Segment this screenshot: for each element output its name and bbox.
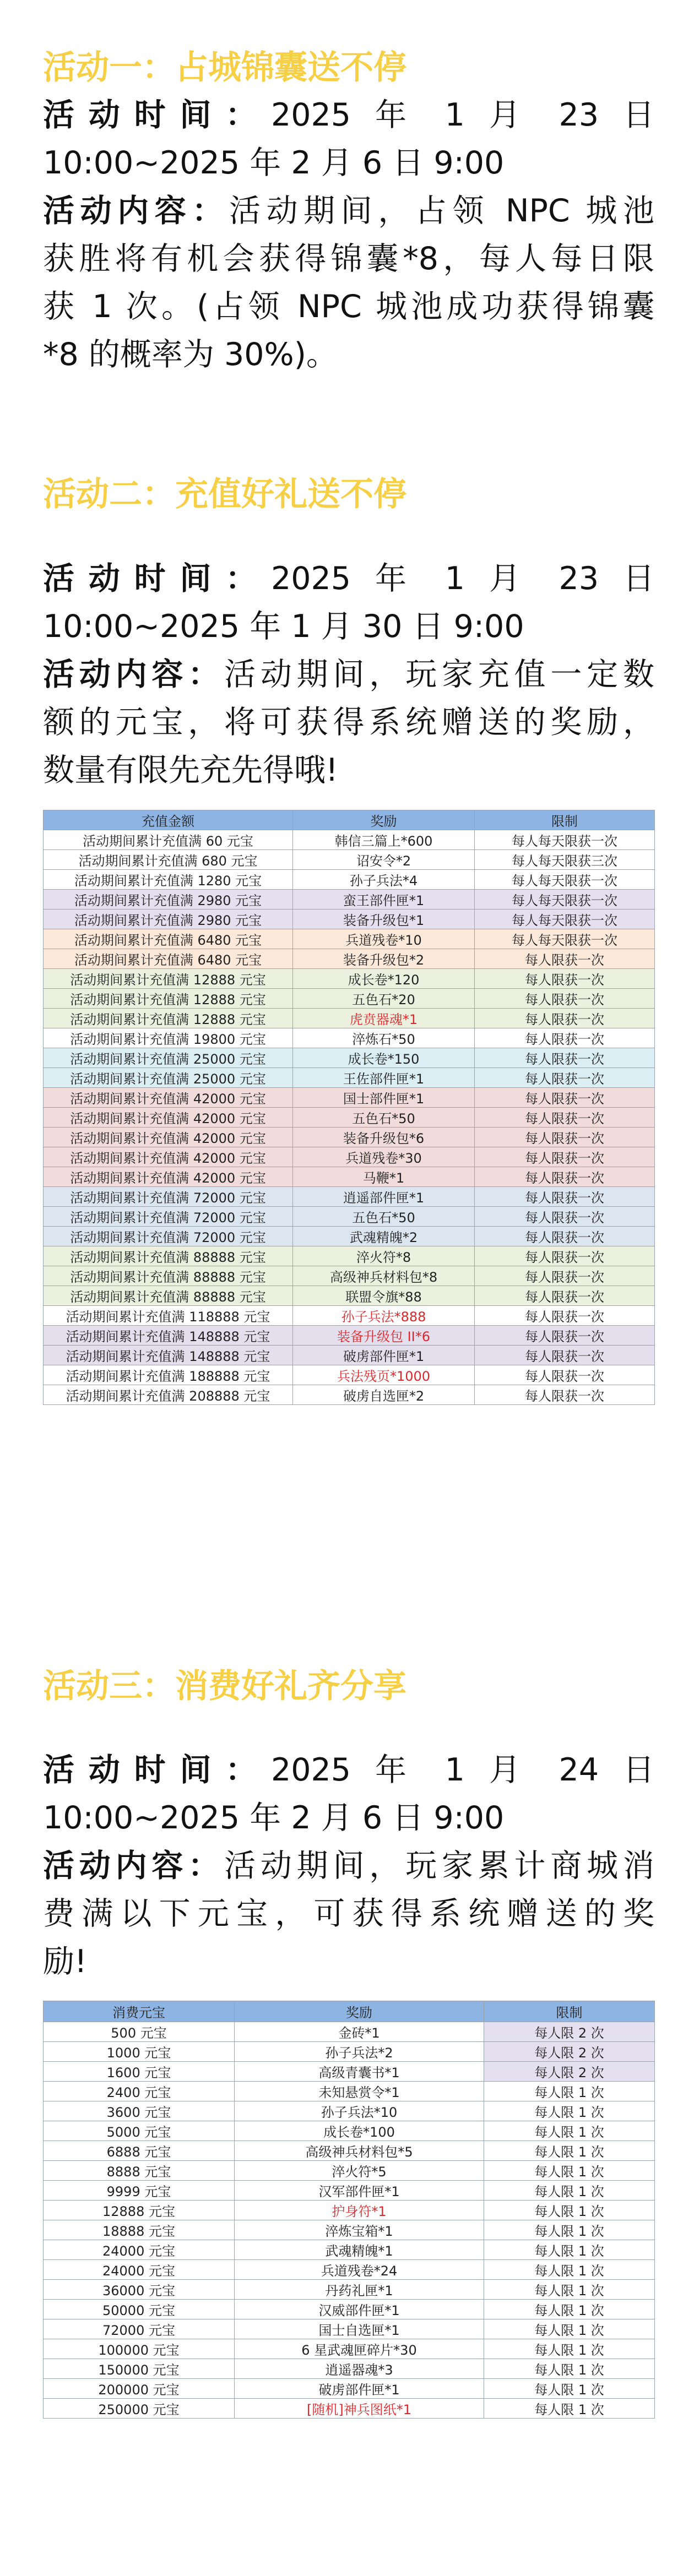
activity2-time-line2: 10:00~2025 年 1 月 30 日 9:00 <box>43 608 524 645</box>
limit-cell: 每人每天限获三次 <box>475 850 655 870</box>
amount-cell: 活动期间累计充值满 42000 元宝 <box>44 1167 293 1187</box>
amount-cell: 活动期间累计充值满 6480 元宝 <box>44 949 293 969</box>
reward-cell: 逍遥部件匣*1 <box>293 1187 475 1207</box>
reward-cell: 破虏自选匣*2 <box>293 1385 475 1405</box>
time-label: 活动时间： <box>43 560 271 597</box>
table-row <box>44 1108 655 1128</box>
reward-cell: 韩信三篇上*600 <box>293 830 475 850</box>
amount-cell: 活动期间累计充值满 6480 元宝 <box>44 929 293 949</box>
time-label: 活动时间： <box>43 1752 271 1788</box>
content-label: 活动内容： <box>43 193 229 229</box>
limit-cell: 每人限 1 次 <box>484 2201 655 2220</box>
table-row <box>44 870 655 890</box>
table-row <box>44 1187 655 1207</box>
content-value: 活动期间，玩家累计商城消 <box>224 1848 654 1884</box>
table-row <box>44 2101 655 2121</box>
table-row <box>44 1266 655 1286</box>
table-row <box>44 2181 655 2201</box>
activity2-content-line1 <box>43 651 654 699</box>
amount-cell: 活动期间累计充值满 42000 元宝 <box>44 1128 293 1147</box>
amount-cell: 活动期间累计充值满 88888 元宝 <box>44 1246 293 1266</box>
amount-cell: 1000 元宝 <box>44 2042 235 2062</box>
limit-cell: 每人限 1 次 <box>484 2379 655 2399</box>
limit-cell: 每人限获一次 <box>475 1306 655 1326</box>
table-row <box>44 1326 655 1346</box>
table-row <box>44 1227 655 1246</box>
reward-cell: 破虏部件匣*1 <box>293 1346 475 1365</box>
reward-cell: 蛮王部件匣*1 <box>293 890 475 910</box>
reward-cell: 6 星武魂匣碎片*30 <box>235 2339 484 2359</box>
amount-cell: 活动期间累计充值满 118888 元宝 <box>44 1306 293 1326</box>
table-row <box>44 1385 655 1405</box>
reward-cell: 王佐部件匣*1 <box>293 1068 475 1088</box>
amount-cell: 50000 元宝 <box>44 2300 235 2319</box>
table-row <box>44 2240 655 2260</box>
activity2-content-line2: 额的元宝，将可获得系统赠送的奖励， <box>43 704 654 740</box>
amount-cell: 活动期间累计充值满 1280 元宝 <box>44 870 293 890</box>
reward-cell: 孙子兵法*2 <box>235 2042 484 2062</box>
time-value: 2025 年 1 月 23 日 <box>270 560 655 597</box>
limit-cell: 每人限 1 次 <box>484 2181 655 2201</box>
amount-cell: 活动期间累计充值满 12888 元宝 <box>44 1009 293 1028</box>
table-row <box>44 2339 655 2359</box>
table-row <box>44 850 655 870</box>
amount-cell: 活动期间累计充值满 88888 元宝 <box>44 1286 293 1306</box>
table-row <box>44 2121 655 2141</box>
table-row <box>44 1048 655 1068</box>
amount-cell: 活动期间累计充值满 12888 元宝 <box>44 969 293 989</box>
limit-cell: 每人限 2 次 <box>484 2062 655 2082</box>
table-row <box>44 2082 655 2101</box>
amount-cell: 活动期间累计充值满 72000 元宝 <box>44 1207 293 1227</box>
table-row <box>44 1246 655 1266</box>
reward-cell: 孙子兵法*4 <box>293 870 475 890</box>
limit-cell: 每人每天限获一次 <box>475 830 655 850</box>
table-row <box>44 929 655 949</box>
activity3-content-line3: 励! <box>43 1943 87 1980</box>
limit-cell: 每人限获一次 <box>475 1088 655 1108</box>
limit-cell: 每人限获一次 <box>475 1365 655 1385</box>
time-value: 2025 年 1 月 24 日 <box>270 1752 655 1788</box>
table-row <box>44 2399 655 2419</box>
amount-cell: 24000 元宝 <box>44 2240 235 2260</box>
amount-cell: 活动期间累计充值满 72000 元宝 <box>44 1227 293 1246</box>
content-value: 活动期间，玩家充值一定数 <box>224 656 654 693</box>
reward-cell: 孙子兵法*888 <box>293 1306 475 1326</box>
content-label: 活动内容： <box>43 656 225 693</box>
amount-cell: 500 元宝 <box>44 2022 235 2042</box>
reward-cell: 武魂精魄*1 <box>235 2240 484 2260</box>
limit-cell: 每人限获一次 <box>475 1326 655 1346</box>
table-row <box>44 2379 655 2399</box>
amount-cell: 活动期间累计充值满 680 元宝 <box>44 850 293 870</box>
table-row <box>44 1286 655 1306</box>
header-reward: 奖励 <box>235 2001 484 2022</box>
table-row <box>44 2161 655 2181</box>
activity1-content-line1 <box>43 187 654 235</box>
limit-cell: 每人限 1 次 <box>484 2161 655 2181</box>
limit-cell: 每人每天限获一次 <box>475 870 655 890</box>
limit-cell: 每人限获一次 <box>475 1266 655 1286</box>
activity3-content-line1 <box>43 1842 654 1890</box>
table-row <box>44 1128 655 1147</box>
amount-cell: 200000 元宝 <box>44 2379 235 2399</box>
header-reward: 奖励 <box>293 810 475 830</box>
activity3-time-line2: 10:00~2025 年 2 月 6 日 9:00 <box>43 1800 505 1836</box>
limit-cell: 每人限获一次 <box>475 1207 655 1227</box>
table-row <box>44 910 655 929</box>
reward-cell: [随机]神兵图纸*1 <box>235 2399 484 2419</box>
reward-cell: 孙子兵法*10 <box>235 2101 484 2121</box>
reward-cell: 逍遥器魂*3 <box>235 2359 484 2379</box>
activity3-content-line2: 费满以下元宝，可获得系统赠送的奖 <box>43 1896 654 1932</box>
amount-cell: 活动期间累计充值满 2980 元宝 <box>44 890 293 910</box>
reward-cell: 淬炼宝箱*1 <box>235 2220 484 2240</box>
amount-cell: 2400 元宝 <box>44 2082 235 2101</box>
header-limit: 限制 <box>484 2001 655 2022</box>
limit-cell: 每人限 1 次 <box>484 2280 655 2300</box>
table-row <box>44 2201 655 2220</box>
content-value: 活动期间，占领 NPC 城池 <box>229 193 654 229</box>
amount-cell: 36000 元宝 <box>44 2280 235 2300</box>
reward-cell: 装备升级包*1 <box>293 910 475 929</box>
amount-cell: 活动期间累计充值满 12888 元宝 <box>44 989 293 1009</box>
limit-cell: 每人限获一次 <box>475 1167 655 1187</box>
activity1-content-line3: 获 1 次。(占领 NPC 城池成功获得锦囊 <box>43 288 654 325</box>
reward-cell: 高级青囊书*1 <box>235 2062 484 2082</box>
reward-cell: 汉军部件匣*1 <box>235 2181 484 2201</box>
limit-cell: 每人限 2 次 <box>484 2042 655 2062</box>
table-row <box>44 2280 655 2300</box>
table-row <box>44 2042 655 2062</box>
activity2-title: 活动二：充值好礼送不停 <box>43 475 406 514</box>
amount-cell: 活动期间累计充值满 148888 元宝 <box>44 1346 293 1365</box>
time-label: 活动时间： <box>43 97 271 133</box>
limit-cell: 每人限获一次 <box>475 1028 655 1048</box>
table-row <box>44 2300 655 2319</box>
limit-cell: 每人限获一次 <box>475 1246 655 1266</box>
activity1-content-line4: *8 的概率为 30%)。 <box>43 336 338 373</box>
limit-cell: 每人限 1 次 <box>484 2121 655 2141</box>
amount-cell: 活动期间累计充值满 148888 元宝 <box>44 1326 293 1346</box>
table-row <box>44 1167 655 1187</box>
reward-cell: 装备升级包*6 <box>293 1128 475 1147</box>
header-limit: 限制 <box>475 810 655 830</box>
amount-cell: 6888 元宝 <box>44 2141 235 2161</box>
amount-cell: 活动期间累计充值满 25000 元宝 <box>44 1048 293 1068</box>
limit-cell: 每人限 1 次 <box>484 2319 655 2339</box>
reward-cell: 诏安令*2 <box>293 850 475 870</box>
table-row <box>44 830 655 850</box>
amount-cell: 活动期间累计充值满 42000 元宝 <box>44 1108 293 1128</box>
time-value: 2025 年 1 月 23 日 <box>270 97 655 133</box>
limit-cell: 每人限获一次 <box>475 1068 655 1088</box>
limit-cell: 每人限 1 次 <box>484 2399 655 2419</box>
reward-cell: 联盟令旗*88 <box>293 1286 475 1306</box>
limit-cell: 每人限获一次 <box>475 989 655 1009</box>
spend-reward-table <box>43 2001 655 2419</box>
amount-cell: 活动期间累计充值满 42000 元宝 <box>44 1147 293 1167</box>
reward-cell: 汉威部件匣*1 <box>235 2300 484 2319</box>
amount-cell: 12888 元宝 <box>44 2201 235 2220</box>
limit-cell: 每人限获一次 <box>475 1108 655 1128</box>
amount-cell: 活动期间累计充值满 188888 元宝 <box>44 1365 293 1385</box>
activity1-time-line2: 10:00~2025 年 2 月 6 日 9:00 <box>43 145 505 181</box>
table-row <box>44 1306 655 1326</box>
amount-cell: 100000 元宝 <box>44 2339 235 2359</box>
limit-cell: 每人限 1 次 <box>484 2260 655 2280</box>
limit-cell: 每人限 1 次 <box>484 2220 655 2240</box>
activity1-time-line1 <box>43 91 654 139</box>
amount-cell: 8888 元宝 <box>44 2161 235 2181</box>
activity2-time-line1 <box>43 555 654 603</box>
activity3-title: 活动三：消费好礼齐分享 <box>43 1667 406 1706</box>
table-row <box>44 2220 655 2240</box>
amount-cell: 18888 元宝 <box>44 2220 235 2240</box>
reward-cell: 武魂精魄*2 <box>293 1227 475 1246</box>
reward-cell: 淬炼石*50 <box>293 1028 475 1048</box>
amount-cell: 150000 元宝 <box>44 2359 235 2379</box>
limit-cell: 每人限 1 次 <box>484 2339 655 2359</box>
reward-cell: 淬火符*8 <box>293 1246 475 1266</box>
limit-cell: 每人限 1 次 <box>484 2359 655 2379</box>
reward-cell: 马鞭*1 <box>293 1167 475 1187</box>
amount-cell: 活动期间累计充值满 60 元宝 <box>44 830 293 850</box>
table-row <box>44 1009 655 1028</box>
amount-cell: 活动期间累计充值满 208888 元宝 <box>44 1385 293 1405</box>
reward-cell: 兵道残卷*30 <box>293 1147 475 1167</box>
reward-cell: 未知悬赏令*1 <box>235 2082 484 2101</box>
limit-cell: 每人限获一次 <box>475 1009 655 1028</box>
table-row <box>44 2062 655 2082</box>
limit-cell: 每人每天限获一次 <box>475 910 655 929</box>
limit-cell: 每人限 1 次 <box>484 2101 655 2121</box>
reward-cell: 金砖*1 <box>235 2022 484 2042</box>
table-row <box>44 2022 655 2042</box>
amount-cell: 5000 元宝 <box>44 2121 235 2141</box>
table-row <box>44 2260 655 2280</box>
limit-cell: 每人每天限获一次 <box>475 890 655 910</box>
amount-cell: 活动期间累计充值满 72000 元宝 <box>44 1187 293 1207</box>
table-row <box>44 2319 655 2339</box>
table-row <box>44 1028 655 1048</box>
reward-cell: 装备升级包*2 <box>293 949 475 969</box>
limit-cell: 每人限获一次 <box>475 949 655 969</box>
amount-cell: 250000 元宝 <box>44 2399 235 2419</box>
table-row <box>44 890 655 910</box>
reward-cell: 丹药礼匣*1 <box>235 2280 484 2300</box>
reward-cell: 虎贲器魂*1 <box>293 1009 475 1028</box>
reward-cell: 国士部件匣*1 <box>293 1088 475 1108</box>
reward-cell: 淬火符*5 <box>235 2161 484 2181</box>
table-row <box>44 949 655 969</box>
table-row <box>44 2141 655 2161</box>
limit-cell: 每人限获一次 <box>475 1147 655 1167</box>
table-row <box>44 2359 655 2379</box>
amount-cell: 9999 元宝 <box>44 2181 235 2201</box>
activity1-content-line2: 获胜将有机会获得锦囊*8，每人每日限 <box>43 241 654 277</box>
content-label: 活动内容： <box>43 1848 225 1884</box>
limit-cell: 每人限获一次 <box>475 969 655 989</box>
reward-cell: 成长卷*120 <box>293 969 475 989</box>
limit-cell: 每人限获一次 <box>475 1385 655 1405</box>
table-row <box>44 1068 655 1088</box>
table-row <box>44 1365 655 1385</box>
amount-cell: 3600 元宝 <box>44 2101 235 2121</box>
table-row <box>44 1088 655 1108</box>
table-row <box>44 1207 655 1227</box>
limit-cell: 每人限获一次 <box>475 1286 655 1306</box>
reward-cell: 破虏部件匣*1 <box>235 2379 484 2399</box>
header-amount: 消费元宝 <box>44 2001 235 2022</box>
amount-cell: 24000 元宝 <box>44 2260 235 2280</box>
reward-cell: 兵道残卷*10 <box>293 929 475 949</box>
reward-cell: 五色石*20 <box>293 989 475 1009</box>
limit-cell: 每人限 1 次 <box>484 2240 655 2260</box>
reward-cell: 兵法残页*1000 <box>293 1365 475 1385</box>
header-amount: 充值金额 <box>44 810 293 830</box>
limit-cell: 每人限 1 次 <box>484 2141 655 2161</box>
limit-cell: 每人每天限获一次 <box>475 929 655 949</box>
reward-cell: 护身符*1 <box>235 2201 484 2220</box>
table-row <box>44 989 655 1009</box>
table-row <box>44 1346 655 1365</box>
limit-cell: 每人限获一次 <box>475 1346 655 1365</box>
limit-cell: 每人限 1 次 <box>484 2300 655 2319</box>
reward-cell: 成长卷*150 <box>293 1048 475 1068</box>
limit-cell: 每人限获一次 <box>475 1048 655 1068</box>
activity3-time-line1 <box>43 1746 654 1794</box>
activity1-title: 活动一：占城锦囊送不停 <box>43 48 406 87</box>
amount-cell: 活动期间累计充值满 19800 元宝 <box>44 1028 293 1048</box>
reward-cell: 国士自选匣*1 <box>235 2319 484 2339</box>
amount-cell: 72000 元宝 <box>44 2319 235 2339</box>
amount-cell: 活动期间累计充值满 88888 元宝 <box>44 1266 293 1286</box>
amount-cell: 1600 元宝 <box>44 2062 235 2082</box>
reward-cell: 五色石*50 <box>293 1207 475 1227</box>
amount-cell: 活动期间累计充值满 42000 元宝 <box>44 1088 293 1108</box>
limit-cell: 每人限获一次 <box>475 1128 655 1147</box>
limit-cell: 每人限 1 次 <box>484 2082 655 2101</box>
table-row <box>44 969 655 989</box>
limit-cell: 每人限 2 次 <box>484 2022 655 2042</box>
reward-cell: 装备升级包 II*6 <box>293 1326 475 1346</box>
reward-cell: 兵道残卷*24 <box>235 2260 484 2280</box>
table-header-row <box>44 810 655 830</box>
limit-cell: 每人限获一次 <box>475 1187 655 1207</box>
recharge-reward-table <box>43 810 655 1405</box>
reward-cell: 高级神兵材料包*8 <box>293 1266 475 1286</box>
activity2-content-line3: 数量有限先充先得哦! <box>43 752 338 788</box>
reward-cell: 五色石*50 <box>293 1108 475 1128</box>
table-header-row <box>44 2001 655 2022</box>
reward-cell: 成长卷*100 <box>235 2121 484 2141</box>
limit-cell: 每人限获一次 <box>475 1227 655 1246</box>
amount-cell: 活动期间累计充值满 25000 元宝 <box>44 1068 293 1088</box>
table-row <box>44 1147 655 1167</box>
reward-cell: 高级神兵材料包*5 <box>235 2141 484 2161</box>
amount-cell: 活动期间累计充值满 2980 元宝 <box>44 910 293 929</box>
